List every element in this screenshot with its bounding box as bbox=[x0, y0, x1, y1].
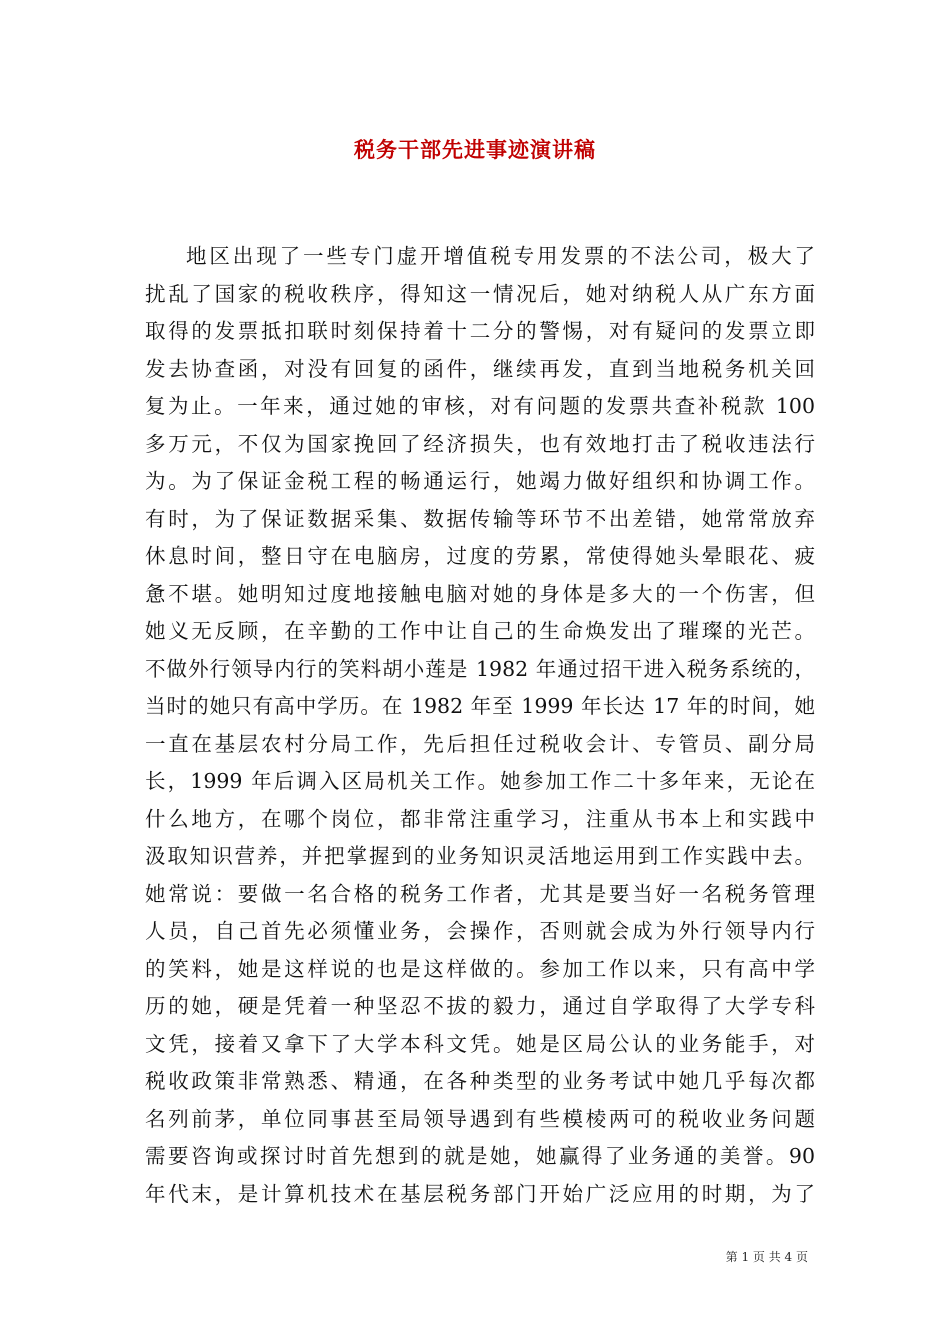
body-line-1: 地区出现了一些专门虚开增值税专用发票的不法公司，极大了 bbox=[186, 244, 815, 268]
document-title: 税务干部先进事迹演讲稿 bbox=[354, 137, 596, 162]
body-line-3: 取得的发票抵扣联时刻保持着十二分的警惕，对有疑问的发票立即 bbox=[145, 319, 815, 343]
body-line-8: 有时，为了保证数据采集、数据传输等环节不出差错，她常常放弃 bbox=[145, 506, 815, 531]
body-line-22: 文凭，接着又拿下了大学本科文凭。她是区局公认的业务能手，对 bbox=[145, 1031, 815, 1056]
body-line-14: 一直在基层农村分局工作，先后担任过税收会计、专管员、副分局 bbox=[145, 731, 815, 756]
body-line-5: 复为止。一年来，通过她的审核，对有问题的发票共查补税款 100 bbox=[145, 394, 815, 418]
body-line-6: 多万元，不仅为国家挽回了经济损失，也有效地打击了税收违法行 bbox=[145, 431, 815, 456]
body-line-24: 名列前茅，单位同事甚至局领导遇到有些模棱两可的税收业务问题 bbox=[145, 1106, 815, 1131]
body-line-25: 需要咨询或探讨时首先想到的就是她，她赢得了业务通的美誉。90 bbox=[145, 1144, 815, 1168]
body-line-20: 的笑料，她是这样说的也是这样做的。参加工作以来，只有高中学 bbox=[145, 956, 815, 981]
body-line-18: 她常说：要做一名合格的税务工作者，尤其是要当好一名税务管理 bbox=[145, 881, 815, 906]
body-line-9: 休息时间，整日守在电脑房，过度的劳累，常使得她头晕眼花、疲 bbox=[145, 544, 815, 568]
body-line-2: 扰乱了国家的税收秩序，得知这一情况后，她对纳税人从广东方面 bbox=[145, 281, 815, 306]
body-line-10: 惫不堪。她明知过度地接触电脑对她的身体是多大的一个伤害，但 bbox=[145, 581, 815, 606]
body-line-11: 她义无反顾，在辛勤的工作中让自己的生命焕发出了璀璨的光芒。 bbox=[145, 619, 815, 643]
body-line-23: 税收政策非常熟悉、精通，在各种类型的业务考试中她几乎每次都 bbox=[145, 1069, 815, 1093]
body-line-26: 年代末，是计算机技术在基层税务部门开始广泛应用的时期，为了 bbox=[145, 1181, 815, 1206]
body-line-16: 什么地方，在哪个岗位，都非常注重学习，注重从书本上和实践中 bbox=[145, 806, 815, 831]
body-line-17: 汲取知识营养，并把掌握到的业务知识灵活地运用到工作实践中去。 bbox=[145, 844, 815, 868]
body-line-21: 历的她，硬是凭着一种坚忍不拔的毅力，通过自学取得了大学专科 bbox=[145, 994, 815, 1018]
body-line-13: 当时的她只有高中学历。在 1982 年至 1999 年长达 17 年的时间，她 bbox=[145, 694, 815, 718]
body-line-19: 人员，自己首先必须懂业务，会操作，否则就会成为外行领导内行 bbox=[145, 919, 815, 943]
document-body bbox=[145, 238, 815, 1213]
body-line-7: 为。为了保证金税工程的畅通运行，她竭力做好组织和协调工作。 bbox=[145, 469, 815, 493]
body-line-15: 长，1999 年后调入区局机关工作。她参加工作二十多年来，无论在 bbox=[145, 769, 815, 793]
page-number-footer: 第 1 页 共 4 页 bbox=[725, 1250, 808, 1264]
body-line-4: 发去协查函，对没有回复的函件，继续再发，直到当地税务机关回 bbox=[145, 356, 815, 381]
body-line-12: 不做外行领导内行的笑料胡小莲是 1982 年通过招干进入税务系统的， bbox=[145, 656, 815, 681]
